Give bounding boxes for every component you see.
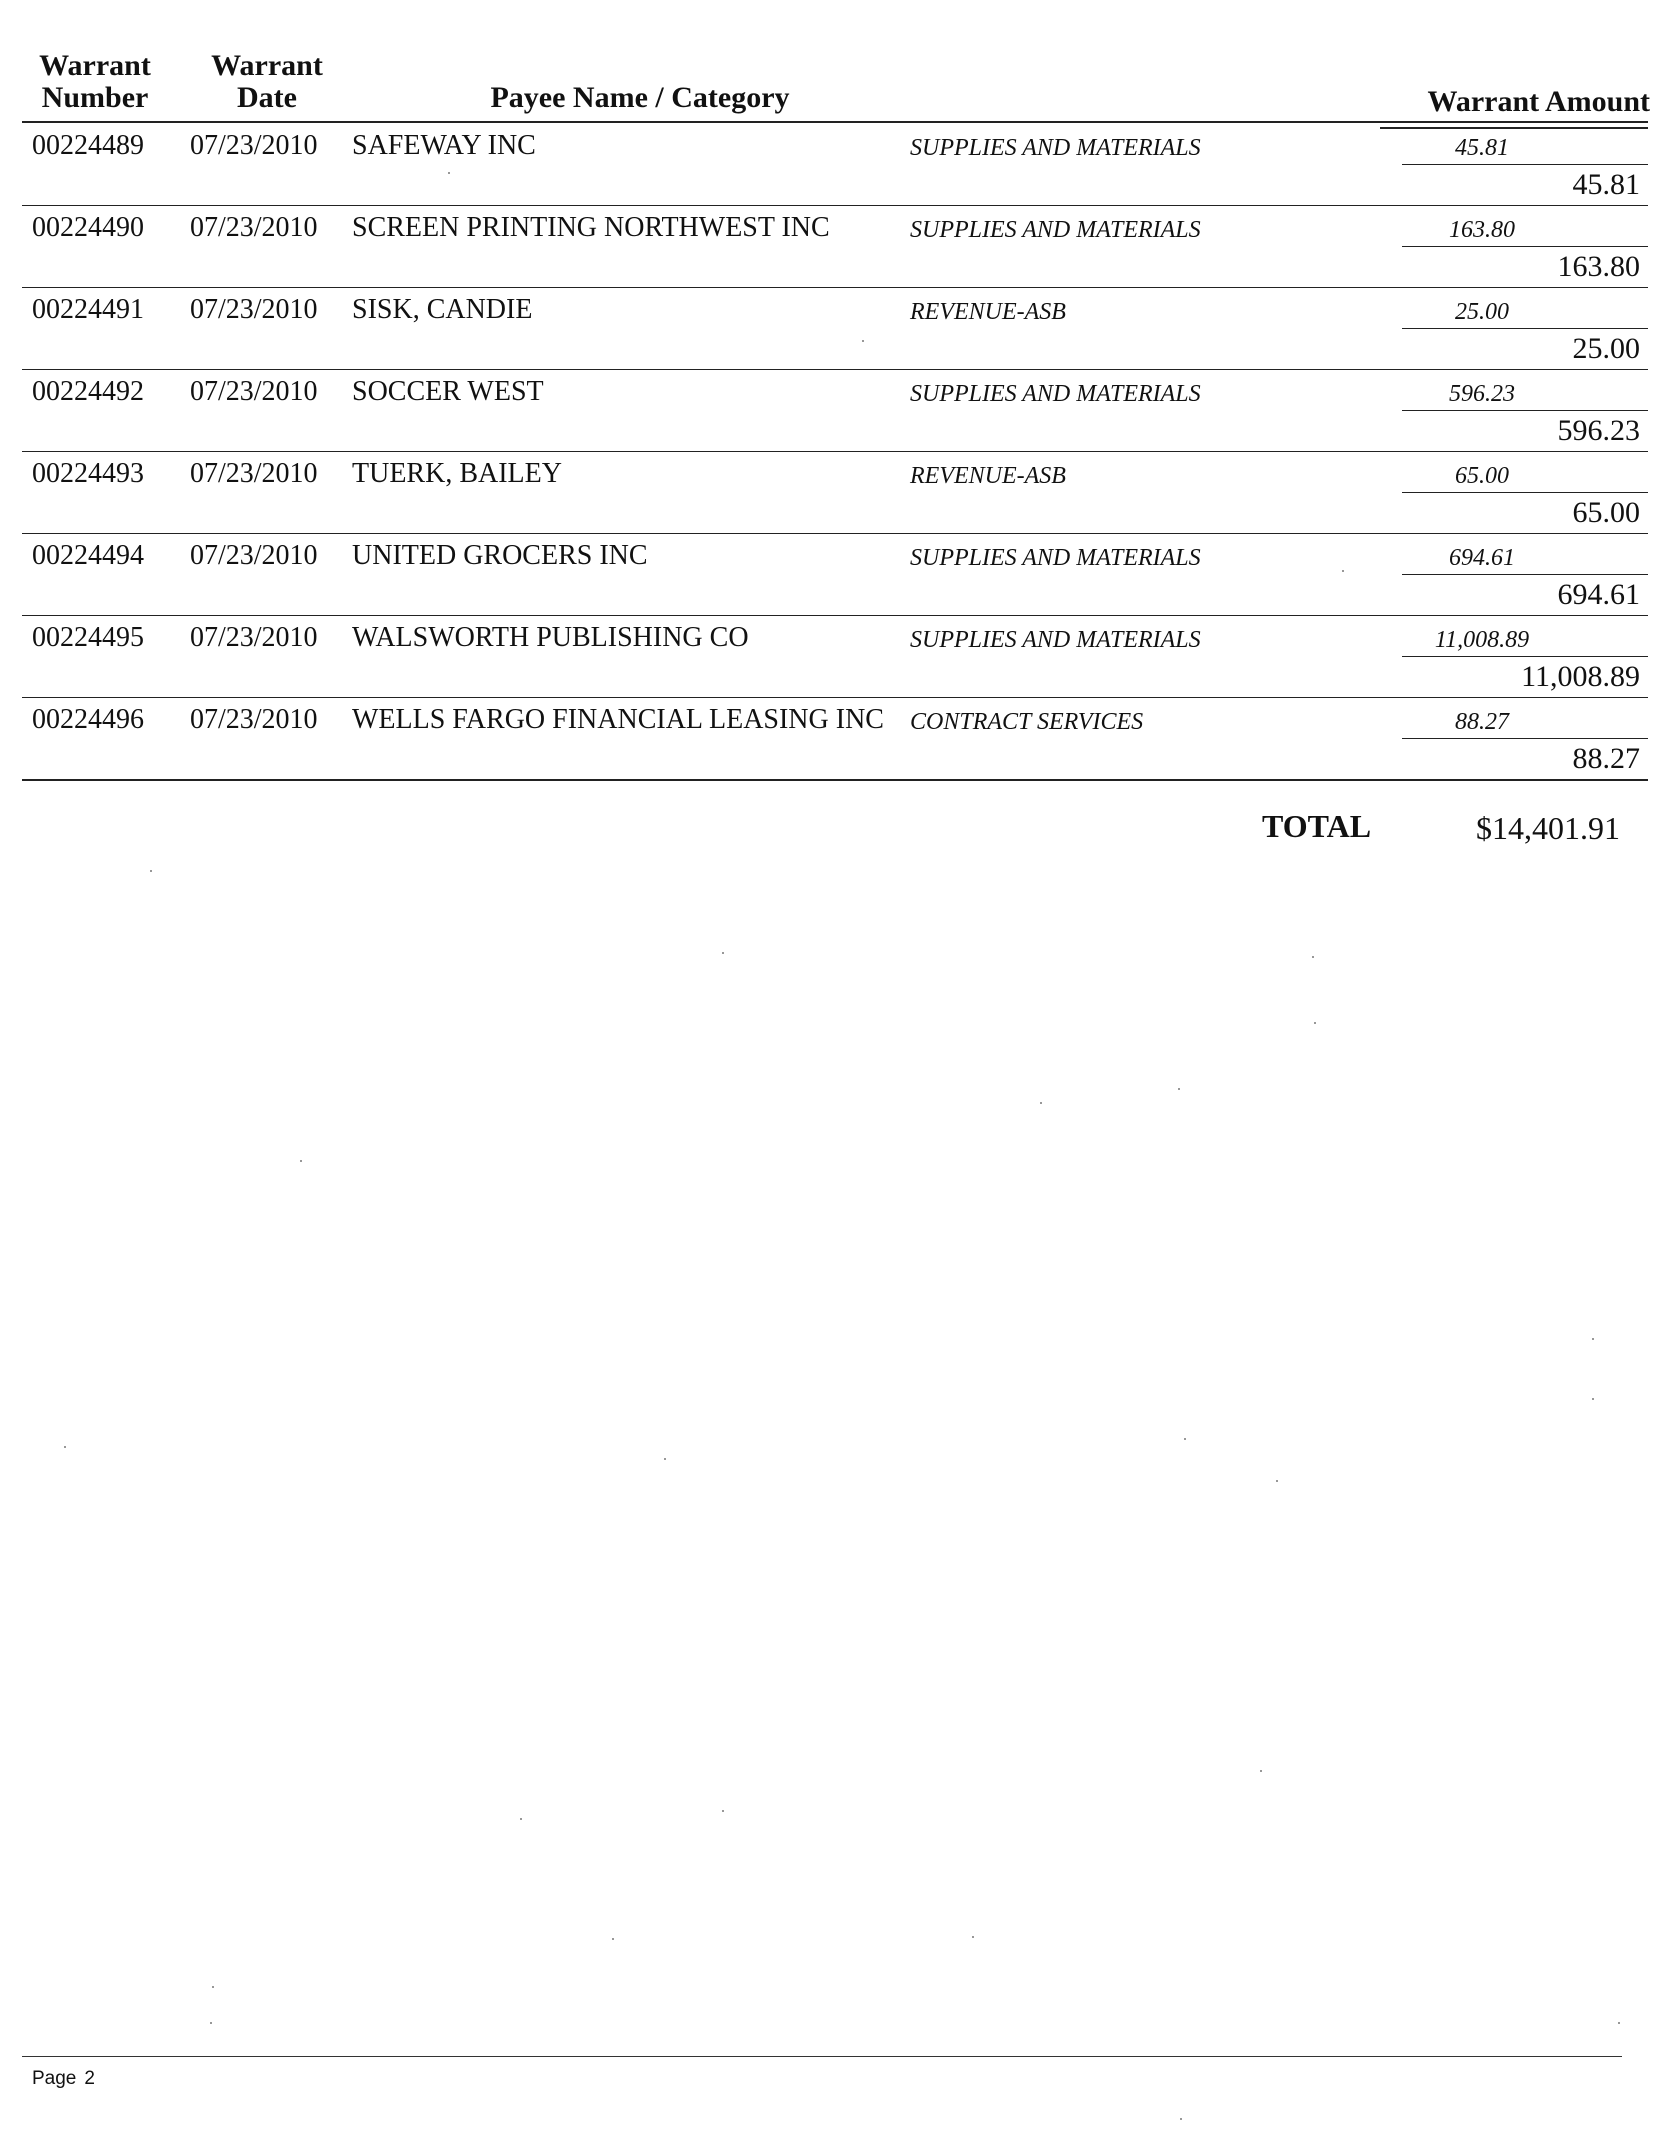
payee-name: WALSWORTH PUBLISHING CO <box>352 622 749 653</box>
scan-speck <box>1178 1088 1180 1090</box>
header-warrant-date-line2: Date <box>237 81 297 114</box>
category-subtotal: 596.23 <box>1449 381 1515 407</box>
table-row <box>22 616 1648 698</box>
header-warrant-amount: Warrant Amount <box>1427 85 1650 118</box>
table-row <box>22 370 1648 452</box>
warrant-number: 00224496 <box>32 704 144 735</box>
subtotal-underline <box>1402 738 1648 739</box>
row-divider <box>22 779 1648 781</box>
category-subtotal: 25.00 <box>1455 299 1509 325</box>
category-subtotal: 45.81 <box>1455 135 1509 161</box>
warrant-date: 07/23/2010 <box>190 130 318 161</box>
scan-speck <box>1180 2118 1182 2120</box>
page-label: Page <box>32 2068 77 2089</box>
warrant-date: 07/23/2010 <box>190 622 318 653</box>
category-subtotal: 65.00 <box>1455 463 1509 489</box>
subtotal-underline <box>1402 328 1648 329</box>
payee-category: SUPPLIES AND MATERIALS <box>910 545 1201 571</box>
warrant-date: 07/23/2010 <box>190 294 318 325</box>
scan-speck <box>1276 1480 1278 1482</box>
payee-category: REVENUE-ASB <box>910 463 1066 489</box>
category-subtotal: 694.61 <box>1449 545 1515 571</box>
payee-name: SISK, CANDIE <box>352 294 533 325</box>
scan-speck <box>1342 570 1344 572</box>
scan-speck <box>210 2022 212 2024</box>
warrant-amount: 163.80 <box>1557 250 1640 283</box>
scan-speck <box>1260 1770 1262 1772</box>
warrant-number: 00224489 <box>32 130 144 161</box>
warrant-number: 00224494 <box>32 540 144 571</box>
warrant-date: 07/23/2010 <box>190 212 318 243</box>
warrant-date: 07/23/2010 <box>190 376 318 407</box>
scan-speck <box>1592 1398 1594 1400</box>
scan-speck <box>300 1160 302 1162</box>
header-divider <box>22 121 1648 123</box>
total-value: $14,401.91 <box>1476 810 1620 846</box>
payee-name: SCREEN PRINTING NORTHWEST INC <box>352 212 830 243</box>
table-row <box>22 452 1648 534</box>
scan-speck <box>448 172 450 174</box>
table-row <box>22 206 1648 288</box>
subtotal-underline <box>1402 492 1648 493</box>
payee-name: SOCCER WEST <box>352 376 544 407</box>
table-row <box>22 698 1648 780</box>
scan-speck <box>212 1986 214 1988</box>
category-subtotal: 163.80 <box>1449 217 1515 243</box>
scan-speck <box>722 952 724 954</box>
payee-category: SUPPLIES AND MATERIALS <box>910 217 1201 243</box>
table-row <box>22 288 1648 370</box>
payee-category: SUPPLIES AND MATERIALS <box>910 627 1201 653</box>
scan-speck <box>1040 1102 1042 1104</box>
scan-speck <box>862 340 864 342</box>
footer-divider <box>22 2056 1622 2057</box>
payee-name: UNITED GROCERS INC <box>352 540 648 571</box>
scan-speck <box>664 1458 666 1460</box>
scan-speck <box>1592 1338 1594 1340</box>
warrant-number: 00224493 <box>32 458 144 489</box>
scan-speck <box>1618 2022 1620 2024</box>
warrant-number: 00224495 <box>32 622 144 653</box>
scan-speck <box>1184 1438 1186 1440</box>
scan-speck <box>1312 956 1314 958</box>
payee-name: SAFEWAY INC <box>352 130 536 161</box>
subtotal-underline <box>1402 246 1648 247</box>
scan-speck <box>150 870 152 872</box>
warrant-amount: 694.61 <box>1557 578 1640 611</box>
scan-speck <box>520 1818 522 1820</box>
header-warrant-number <box>32 50 158 114</box>
warrant-date: 07/23/2010 <box>190 704 318 735</box>
warrant-number: 00224491 <box>32 294 144 325</box>
warrant-amount: 65.00 <box>1572 496 1640 529</box>
payee-name: WELLS FARGO FINANCIAL LEASING INC <box>352 704 884 735</box>
warrant-amount: 11,008.89 <box>1521 660 1640 693</box>
scan-speck <box>1314 1022 1316 1024</box>
payee-category: REVENUE-ASB <box>910 299 1066 325</box>
total-label: TOTAL <box>1262 808 1372 844</box>
subtotal-underline <box>1402 410 1648 411</box>
scan-speck <box>972 1936 974 1938</box>
warrant-amount: 596.23 <box>1557 414 1640 447</box>
warrant-date: 07/23/2010 <box>190 458 318 489</box>
header-warrant-number-line1: Warrant <box>39 49 151 82</box>
warrant-amount: 45.81 <box>1572 168 1640 201</box>
header-warrant-date <box>198 50 336 114</box>
subtotal-underline <box>1402 574 1648 575</box>
subtotal-underline <box>1402 656 1648 657</box>
table-row <box>22 534 1648 616</box>
header-warrant-number-line2: Number <box>41 81 149 114</box>
header-payee-category: Payee Name / Category <box>490 81 790 114</box>
payee-category: CONTRACT SERVICES <box>910 709 1144 735</box>
subtotal-underline <box>1402 164 1648 165</box>
warrant-number: 00224490 <box>32 212 144 243</box>
warrant-number: 00224492 <box>32 376 144 407</box>
category-subtotal: 88.27 <box>1455 709 1509 735</box>
header-warrant-date-line1: Warrant <box>211 49 323 82</box>
scan-speck <box>612 1938 614 1940</box>
scan-speck <box>722 1810 724 1812</box>
page-indicator <box>32 2068 95 2090</box>
warrant-amount: 88.27 <box>1572 742 1640 775</box>
payee-category: SUPPLIES AND MATERIALS <box>910 135 1201 161</box>
scan-speck <box>64 1446 66 1448</box>
table-row <box>22 124 1648 206</box>
warrant-amount: 25.00 <box>1572 332 1640 365</box>
page-number: 2 <box>84 2068 95 2089</box>
category-subtotal: 11,008.89 <box>1434 627 1530 653</box>
warrant-date: 07/23/2010 <box>190 540 318 571</box>
payee-category: SUPPLIES AND MATERIALS <box>910 381 1201 407</box>
payee-name: TUERK, BAILEY <box>352 458 562 489</box>
